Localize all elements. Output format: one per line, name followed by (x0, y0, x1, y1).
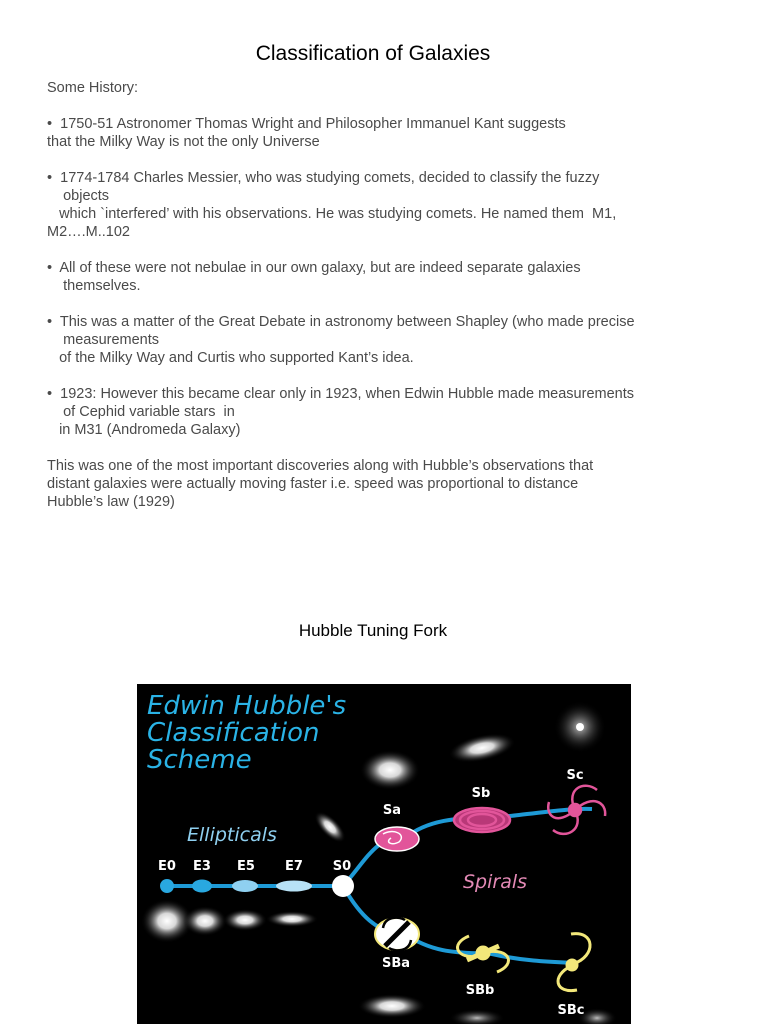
galaxy-e3-photo (183, 906, 227, 936)
s0-symbol (332, 875, 354, 897)
e5-symbol (232, 880, 258, 892)
label-e3: E3 (193, 859, 211, 874)
e7-symbol (276, 881, 312, 892)
text-line: objects (47, 188, 110, 204)
label-e7: E7 (285, 859, 303, 874)
text-line: that the Milky Way is not the only Universe (47, 134, 320, 150)
galaxy-e7-photo (266, 911, 318, 927)
barred-spiral-symbols (375, 918, 590, 991)
galaxy-sba-photo (358, 994, 426, 1018)
class-labels (158, 768, 584, 1018)
label-s0: S0 (332, 859, 352, 874)
section-subtitle: Hubble Tuning Fork (298, 621, 448, 640)
text-line: of Cephid variable stars in (47, 404, 235, 420)
text-line (47, 295, 687, 313)
text-line (47, 241, 687, 259)
text-line: which `interfered’ with his observations. He was studying comets. He named them M1, (47, 206, 617, 222)
text-line (47, 439, 687, 457)
spirals-label: Spirals (463, 871, 528, 893)
tuning-fork-diagram (137, 684, 631, 1024)
text-line (47, 151, 687, 169)
hubble-tuning-fork-figure (137, 684, 631, 1024)
label-sa: Sa (382, 803, 402, 818)
text-line: distant galaxies were actually moving faster i.e. speed was proportional to distance (47, 476, 579, 492)
text-line: • 1750-51 Astronomer Thomas Wright and Philosopher Immanuel Kant suggests (47, 116, 566, 132)
label-e0: E0 (158, 859, 176, 874)
text-line (47, 97, 687, 115)
e3-symbol (192, 880, 212, 893)
text-line: of the Milky Way and Curtis who supported Kant’s idea. (47, 350, 414, 366)
text-line: • This was a matter of the Great Debate in astronomy between Shapley (who made precise (47, 314, 635, 330)
galaxy-sc-core (576, 723, 584, 731)
figure-heading (147, 691, 346, 775)
label-sb: Sb (471, 786, 491, 801)
text-line: themselves. (47, 278, 141, 294)
text-line: Hubble’s law (1929) (47, 494, 175, 510)
page-title: Classification of Galaxies (255, 42, 491, 65)
label-sc: Sc (566, 768, 584, 783)
text-line: • All of these were not nebulae in our own galaxy, but are indeed separate galaxies (47, 260, 581, 276)
label-sbc: SBc (557, 1003, 585, 1018)
text-line: measurements (47, 332, 160, 348)
text-line: This was one of the most important discoveries along with Hubble’s observations that (47, 458, 594, 474)
heading-line-3: Scheme (147, 745, 252, 775)
galaxy-sbb-photo (449, 1009, 505, 1024)
galaxy-s0-photo (309, 806, 350, 847)
label-sbb: SBb (465, 983, 495, 998)
sbc-core (567, 960, 577, 970)
text-line: Some History: (47, 80, 139, 96)
galaxy-sa-photo (360, 750, 420, 790)
label-e5: E5 (237, 859, 255, 874)
e0-symbol (160, 879, 174, 893)
galaxy-e5-photo (223, 909, 267, 931)
text-line: • 1774-1784 Charles Messier, who was studying comets, decided to classify the fuzzy (47, 170, 600, 186)
text-line: M2….M..102 (47, 224, 130, 240)
ellipticals-label: Ellipticals (187, 824, 277, 846)
label-sba: SBa (381, 956, 411, 971)
heading-line-2: Classification (147, 718, 320, 748)
heading-line-1: Edwin Hubble's (147, 691, 347, 721)
text-line: in M31 (Andromeda Galaxy) (47, 422, 241, 438)
text-line (47, 367, 687, 385)
galaxy-sb-photo (446, 728, 518, 768)
text-line: • 1923: However this became clear only in 1923, when Edwin Hubble made measurements (47, 386, 635, 402)
history-text (47, 79, 687, 511)
sa-symbol (375, 827, 419, 851)
sbb-core (477, 947, 489, 959)
